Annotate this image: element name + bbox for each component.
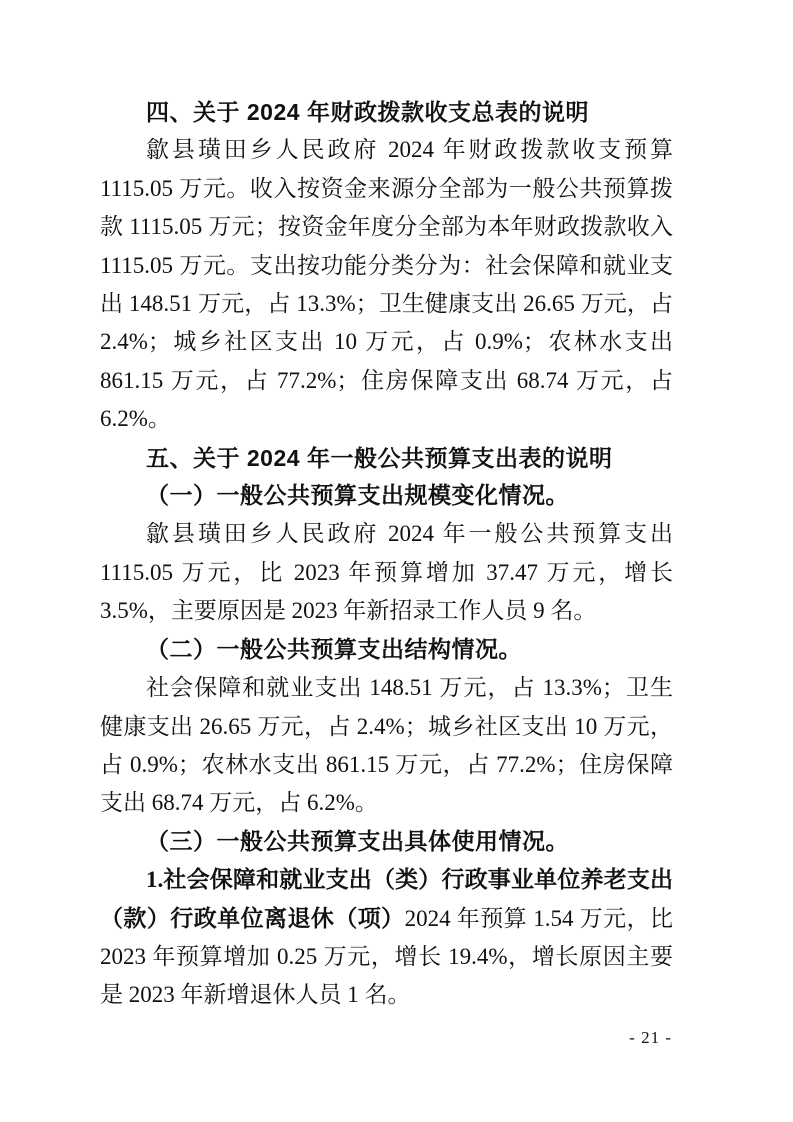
document-content xyxy=(100,93,673,1015)
subsection-heading-3: （三）一般公共预算支出具体使用情况。 xyxy=(146,828,569,854)
paragraph-expenditure-structure: 社会保障和就业支出 148.51 万元，占 13.3%；卫生健康支出 26.65 万元，占 2.4%；城乡社区支出 10 万元，占 0.9%；农林水支出 861.15 万元，占 77.2%；住房保障支出 68.74 万元，占 6.2%。 xyxy=(100,675,673,816)
item-1-detail: 2024 年预算 1.54 万元，比 2023 年预算增加 0.25 万元，增长 19.4%，增长原因主要是 2023 年新增退休人员 1 名。 xyxy=(100,905,674,1008)
item-1-title: 1.社会保障和就业支出（类）行政事业单位养老支出（款）行政单位离退休（项） xyxy=(100,867,673,931)
section-heading-5: 五、关于 2024 年一般公共预算支出表的说明 xyxy=(146,444,613,471)
section-heading-4: 四、关于 2024 年财政拨款收支总表的说明 xyxy=(146,99,589,125)
subsection-heading-2: （二）一般公共预算支出结构情况。 xyxy=(146,636,522,662)
paragraph-expenditure-scale-change: 歙县璜田乡人民政府 2024 年一般公共预算支出 1115.05 万元，比 2023 年预算增加 37.47 万元，增长 3.5%，主要原因是 2023 年新招录工作人员 9 名。 xyxy=(100,521,673,624)
paragraph-fiscal-appropriation-summary: 歙县璜田乡人民政府 2024 年财政拨款收支预算 1115.05 万元。收入按资金来源分全部为一般公共预算拨款 1115.05 万元；按资金年度分全部为本年财政拨款收入 1115.05 万元。支出按功能分类分为：社会保障和就业支出 148.51 万元，占 13.3%；卫生健康支出 26.65 万元，占 2.4%；城乡社区支出 10 万元，占 0.9%；农林水支出 861.15 万元，占 77.2%；住房保障支出 68.74 万元，占 6.2%。 xyxy=(100,137,673,432)
page-number: - 21 - xyxy=(629,1028,672,1047)
subsection-heading-1: （一）一般公共预算支出规模变化情况。 xyxy=(146,483,569,509)
paragraph-item-1-pension-expenditure xyxy=(100,861,673,1015)
